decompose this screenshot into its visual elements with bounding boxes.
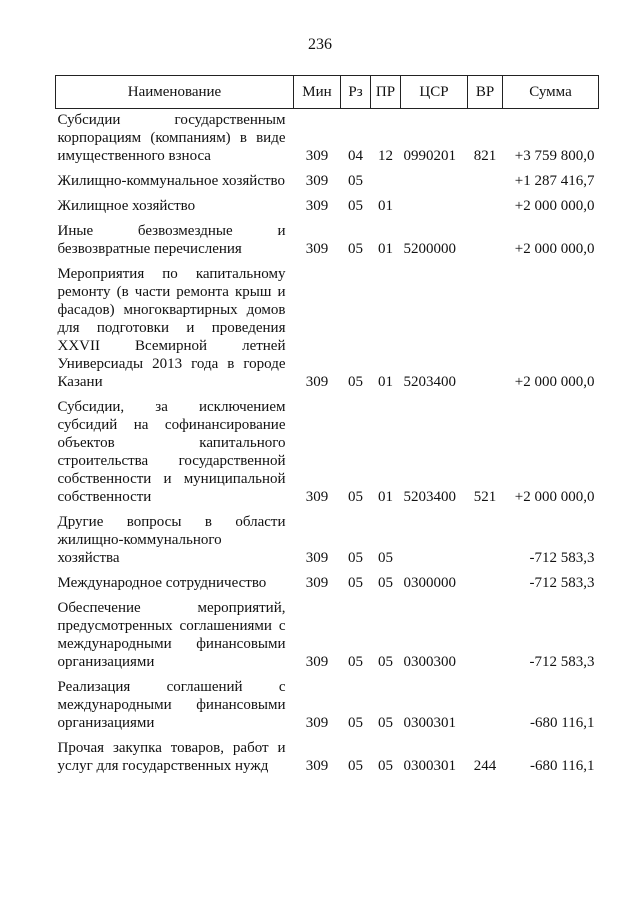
row-vr: 244 xyxy=(473,758,497,774)
row-rz: 05 xyxy=(348,654,363,670)
table-body xyxy=(56,109,599,776)
table-row xyxy=(56,109,599,166)
row-min: 309 xyxy=(305,148,329,164)
row-rz: 05 xyxy=(348,758,363,774)
row-vr: 821 xyxy=(473,148,497,164)
row-min: 309 xyxy=(305,173,329,189)
row-sum: -680 116,1 xyxy=(530,715,595,731)
row-sum: -712 583,3 xyxy=(529,550,595,566)
page-number: 236 xyxy=(308,36,332,53)
row-pr: 01 xyxy=(378,374,393,390)
header-vr: ВР xyxy=(468,76,503,109)
row-vr xyxy=(468,165,503,190)
row-name: Иные безвозмездные и безвозвратные перечисления xyxy=(57,223,286,257)
row-pr: 05 xyxy=(378,758,393,774)
row-pr: 05 xyxy=(378,715,393,731)
row-pr: 01 xyxy=(378,241,393,257)
header-min: Мин xyxy=(294,76,341,109)
table-row xyxy=(56,732,599,775)
table-row xyxy=(56,165,599,190)
row-name: Жилищно-коммунальное хозяйство xyxy=(57,173,286,189)
row-name: Жилищное хозяйство xyxy=(57,198,196,214)
row-sum: -712 583,3 xyxy=(529,575,595,591)
row-min: 309 xyxy=(305,575,329,591)
table-row xyxy=(56,391,599,506)
row-min: 309 xyxy=(305,654,329,670)
table-header xyxy=(56,76,599,109)
row-pr: 05 xyxy=(378,575,393,591)
row-min: 309 xyxy=(305,550,329,566)
row-min: 309 xyxy=(305,374,329,390)
row-pr: 01 xyxy=(378,198,393,214)
header-name: Наименование xyxy=(56,76,294,109)
row-name: Субсидии государственным корпорациям (компаниям) в виде имущественного взноса xyxy=(57,112,286,164)
row-vr xyxy=(468,258,503,391)
row-pr: 12 xyxy=(378,148,393,164)
row-vr xyxy=(468,506,503,567)
row-rz: 05 xyxy=(348,173,363,189)
row-rz: 05 xyxy=(348,489,363,505)
row-rz: 05 xyxy=(348,374,363,390)
table-row xyxy=(56,671,599,732)
row-csr: 0990201 xyxy=(403,148,456,164)
row-sum: +2 000 000,0 xyxy=(514,374,595,390)
table-row xyxy=(56,190,599,215)
row-rz: 05 xyxy=(348,715,363,731)
row-csr: 0300301 xyxy=(403,715,456,731)
row-name: Другие вопросы в области жилищно-коммунального хозяйства xyxy=(57,514,286,566)
row-csr xyxy=(401,190,468,215)
budget-table xyxy=(55,75,599,775)
row-name: Реализация соглашений с международными финансовыми организациями xyxy=(57,679,286,731)
row-vr xyxy=(468,592,503,671)
row-rz: 05 xyxy=(348,241,363,257)
row-sum: -712 583,3 xyxy=(529,654,595,670)
row-vr xyxy=(468,215,503,258)
row-min: 309 xyxy=(305,715,329,731)
row-rz: 05 xyxy=(348,550,363,566)
header-rz: Рз xyxy=(341,76,371,109)
row-min: 309 xyxy=(305,241,329,257)
row-pr xyxy=(371,165,401,190)
row-sum: +2 000 000,0 xyxy=(514,241,595,257)
row-pr: 01 xyxy=(378,489,393,505)
row-min: 309 xyxy=(305,758,329,774)
row-min: 309 xyxy=(305,198,329,214)
row-vr xyxy=(468,671,503,732)
row-pr: 05 xyxy=(378,550,393,566)
row-rz: 04 xyxy=(348,148,363,164)
header-pr: ПР xyxy=(371,76,401,109)
header-csr: ЦСР xyxy=(401,76,468,109)
row-name: Обеспечение мероприятий, предусмотренных соглашениями с международными финансовыми организациями xyxy=(57,600,286,670)
table-row xyxy=(56,215,599,258)
row-sum: -680 116,1 xyxy=(530,758,595,774)
row-rz: 05 xyxy=(348,198,363,214)
row-sum: +2 000 000,0 xyxy=(514,489,595,505)
row-name: Субсидии, за исключением субсидий на софинансирование объектов капитального строительства государственной собственности и муниципальной собственности xyxy=(57,399,286,505)
row-sum: +2 000 000,0 xyxy=(514,198,595,214)
row-csr: 0300300 xyxy=(403,654,456,670)
row-rz: 05 xyxy=(348,575,363,591)
table-row xyxy=(56,258,599,391)
table-row xyxy=(56,506,599,567)
row-vr xyxy=(468,190,503,215)
row-name: Мероприятия по капитальному ремонту (в части ремонта крыш и фасадов) многоквартирных домов для подготовки и проведения XXVII Всемирной летней Универсиады 2013 года в городе Казани xyxy=(57,266,286,390)
table-row xyxy=(56,592,599,671)
row-name: Международное сотрудничество xyxy=(57,575,267,591)
table-row xyxy=(56,567,599,592)
header-sum: Сумма xyxy=(503,76,599,109)
row-csr: 0300000 xyxy=(403,575,456,591)
row-name: Прочая закупка товаров, работ и услуг для государственных нужд xyxy=(57,740,286,774)
row-pr: 05 xyxy=(378,654,393,670)
row-csr: 0300301 xyxy=(403,758,456,774)
row-sum: +1 287 416,7 xyxy=(514,173,595,189)
row-csr: 5203400 xyxy=(403,374,456,390)
row-vr: 521 xyxy=(473,489,497,505)
row-vr xyxy=(468,567,503,592)
row-csr xyxy=(401,165,468,190)
row-min: 309 xyxy=(305,489,329,505)
row-csr: 5200000 xyxy=(403,241,456,257)
header-row xyxy=(56,76,599,109)
row-csr: 5203400 xyxy=(403,489,456,505)
row-sum: +3 759 800,0 xyxy=(514,148,595,164)
row-csr xyxy=(401,506,468,567)
